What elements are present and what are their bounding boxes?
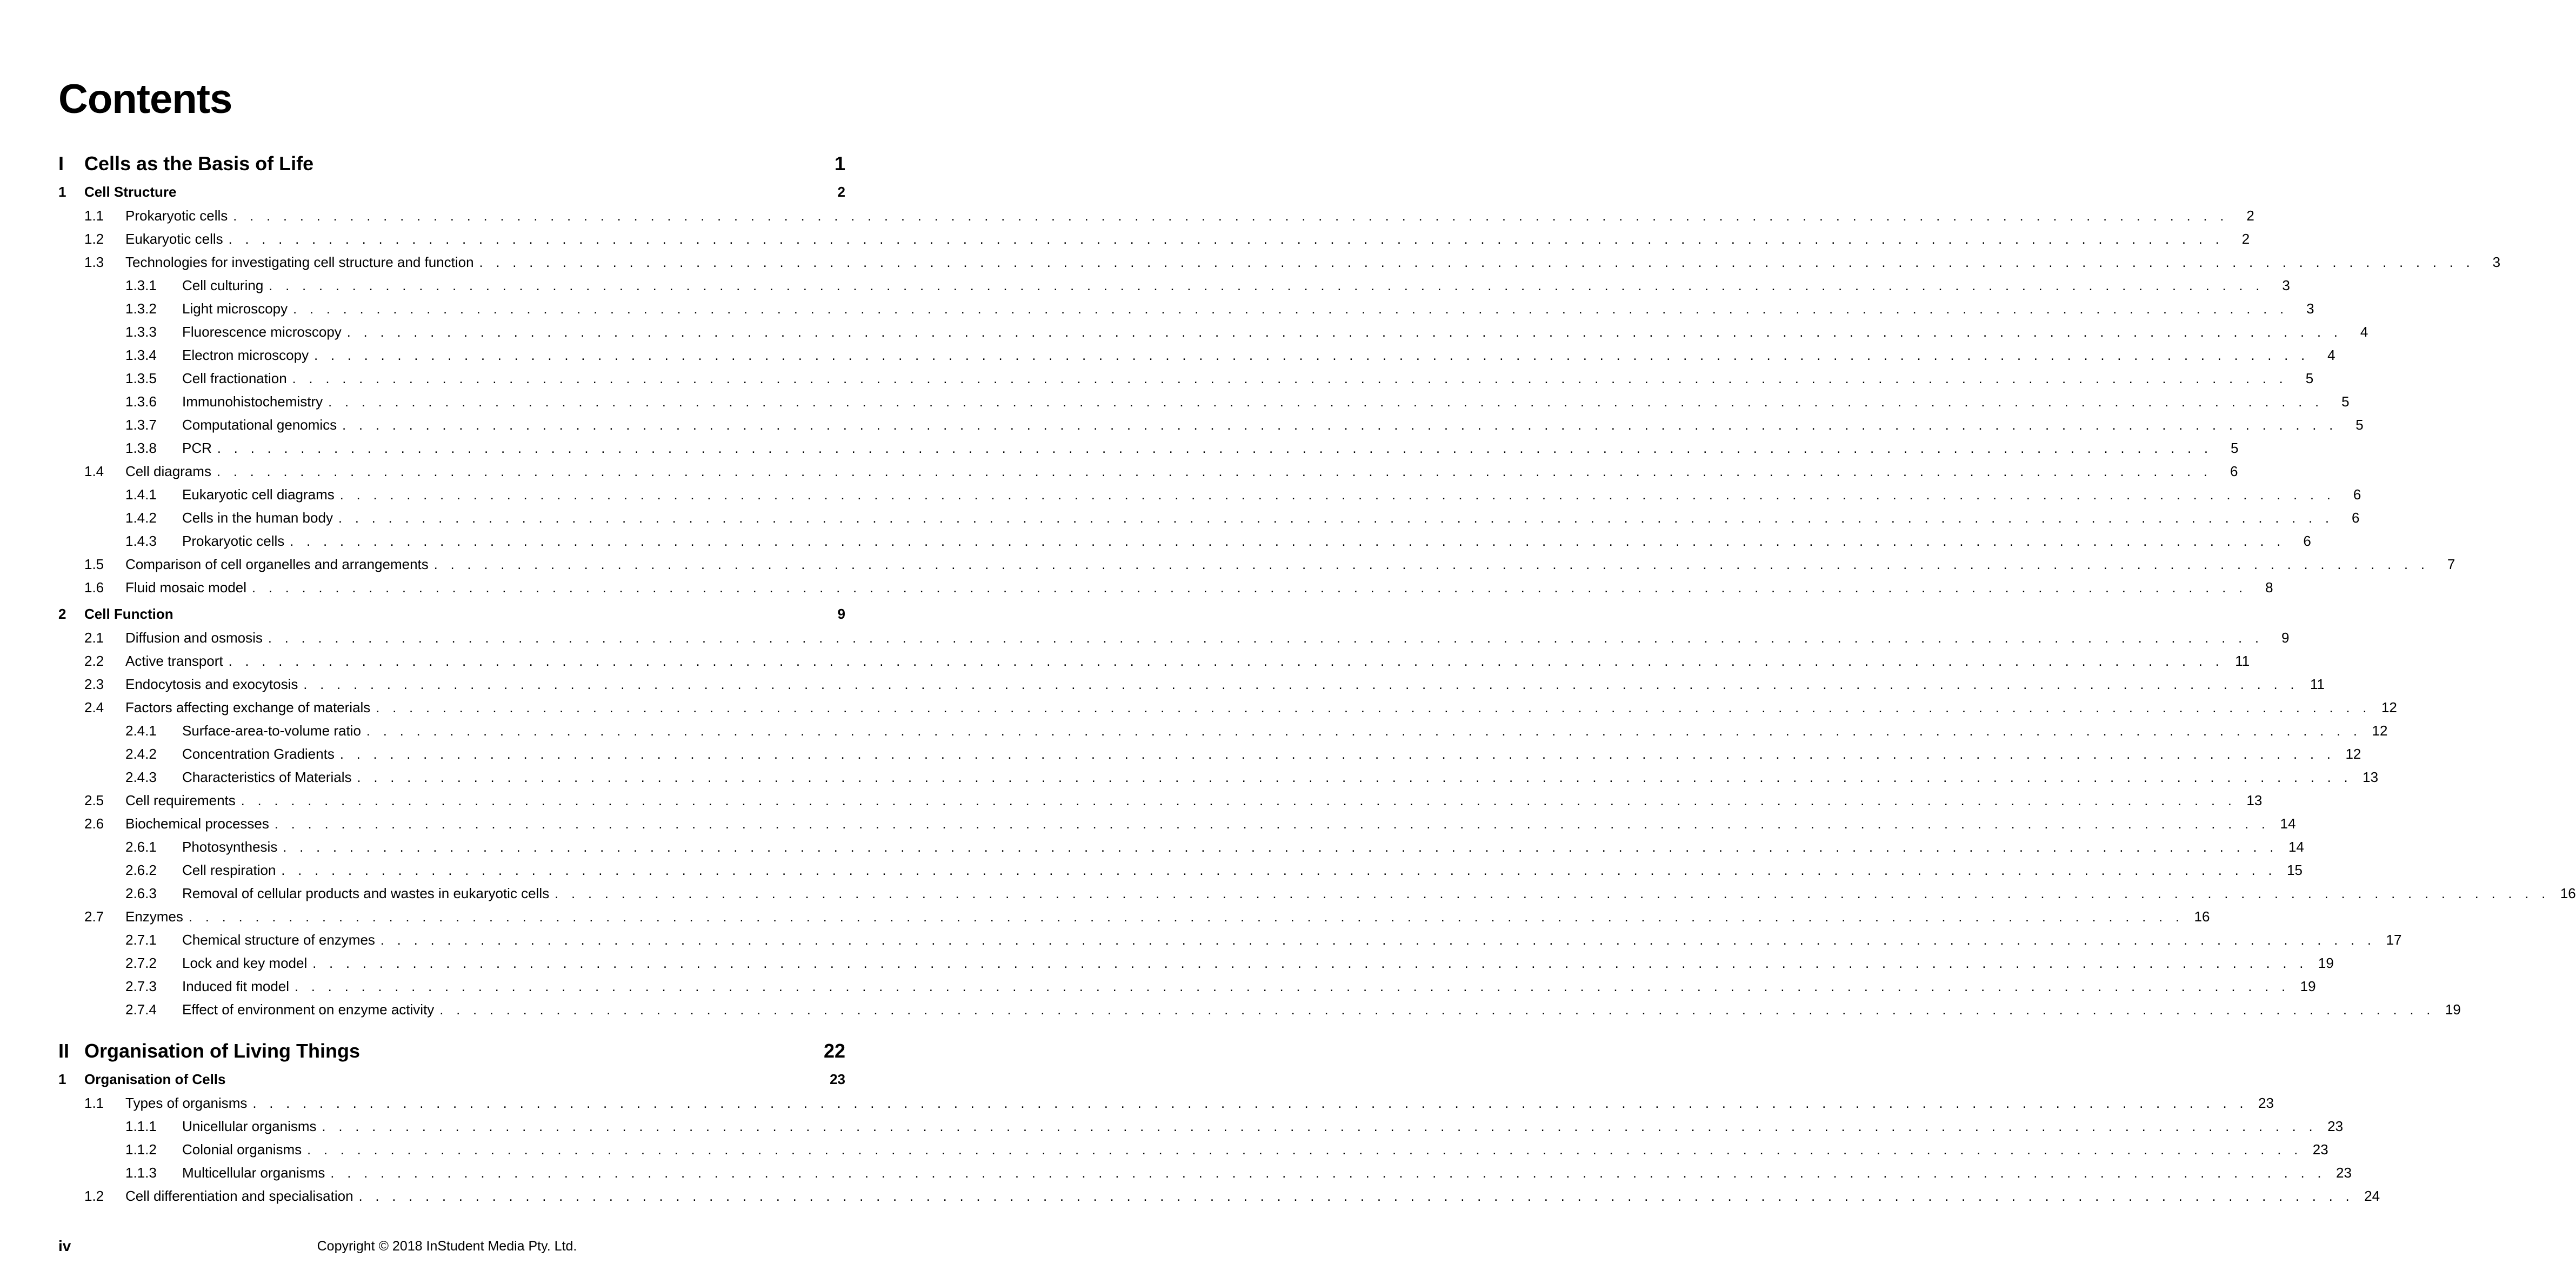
toc-subsection-row[interactable] <box>58 370 2314 393</box>
entry-number: 1.3.5 <box>125 370 157 386</box>
entry-page: 16 <box>2560 885 2576 901</box>
entry-title: Eukaryotic cells <box>125 231 223 247</box>
entry-page: 2 <box>2246 208 2254 224</box>
entry-number: 2.6.3 <box>125 885 157 901</box>
dot-leader: . . . . . . . . . . . . . . . . . . . . . . . . . . . . . . . . . . . . . . . . . . . . . . . . . . . . . . . . . . . . . . . . . . . . . . . . . . . . . . . . . . . . . . . . . . . . . . . . . . . . . . . . . . . . . . . . . . . . . . . . <box>322 1119 2318 1134</box>
entry-page: 3 <box>2492 254 2501 270</box>
entry-title: Lock and key model <box>182 955 308 971</box>
entry-title: Effect of environment on enzyme activity <box>182 1001 435 1018</box>
toc-subsection-row[interactable] <box>58 300 2314 324</box>
dot-leader: . . . . . . . . . . . . . . . . . . . . . . . . . . . . . . . . . . . . . . . . . . . . . . . . . . . . . . . . . . . . . . . . . . . . . . . . . . . . . . . . . . . . . . . . . . . . . . . . . . . . . . . . . . . . . . . . . . . . . . . . <box>268 631 2264 646</box>
entry-page: 4 <box>2360 324 2368 340</box>
toc-subsection-row[interactable] <box>58 324 2368 347</box>
toc-section-row[interactable] <box>58 556 2455 579</box>
entry-title: Factors affecting exchange of materials <box>125 699 371 715</box>
entry-number: 2.4.3 <box>125 769 157 785</box>
entry-page: 4 <box>2327 347 2335 363</box>
toc-subsection-row[interactable] <box>58 723 2388 746</box>
toc-section-row[interactable] <box>58 699 2397 723</box>
toc-section-row[interactable] <box>58 1188 2380 1211</box>
entry-number: 1.3.3 <box>125 324 157 340</box>
dot-leader: . . . . . . . . . . . . . . . . . . . . . . . . . . . . . . . . . . . . . . . . . . . . . . . . . . . . . . . . . . . . . . . . . . . . . . . . . . . . . . . . . . . . . . . . . . . . . . . . . . . . . . . . . . . . . . . . . . . . . . . . <box>293 302 2288 317</box>
entry-page: 7 <box>2447 556 2455 572</box>
entry-number: 2.7.3 <box>125 978 157 994</box>
copyright-notice: Copyright © 2018 InStudent Media Pty. Ltd. <box>317 1239 577 1254</box>
toc-section-row[interactable] <box>58 630 2290 653</box>
toc-section-row[interactable] <box>58 463 2238 486</box>
toc-section-row[interactable] <box>58 653 2250 676</box>
toc-subsection-row[interactable] <box>58 510 2360 533</box>
entry-page: 19 <box>2300 978 2316 994</box>
toc-section-row[interactable] <box>58 1095 2274 1118</box>
dot-leader: . . . . . . . . . . . . . . . . . . . . . . . . . . . . . . . . . . . . . . . . . . . . . . . . . . . . . . . . . . . . . . . . . . . . . . . . . . . . . . . . . . . . . . . . . . . . . . . . . . . . . . . . . . . . . . . . . . . . . . . . <box>314 348 2310 363</box>
toc-subsection-row[interactable] <box>58 769 2379 792</box>
toc-subsection-row[interactable] <box>58 862 2303 885</box>
dot-leader: . . . . . . . . . . . . . . . . . . . . . . . . . . . . . . . . . . . . . . . . . . . . . . . . . . . . . . . . . . . . . . . . . . . . . . . . . . . . . . . . . . . . . . . . . . . . . . . . . . . . . . . . . . . . . . . . . . . . . . . . <box>290 534 2285 549</box>
dot-leader: . . . . . . . . . . . . . . . . . . . . . . . . . . . . . . . . . . . . . . . . . . . . . . . . . . . . . . . . . . . . . . . . . . . . . . . . . . . . . . . . . . . . . . . . . . . . . . . . . . . . . . . . . . . . . . . . . . . . . . . . <box>358 1189 2354 1204</box>
entry-title: Prokaryotic cells <box>125 208 228 224</box>
entry-number: 1.1 <box>84 1095 104 1111</box>
part-number: I <box>58 152 64 175</box>
entry-page: 23 <box>2327 1118 2344 1134</box>
chapter-page: 2 <box>837 184 845 200</box>
entry-number: 2.4.2 <box>125 746 157 762</box>
entry-page: 14 <box>2280 815 2296 832</box>
dot-leader: . . . . . . . . . . . . . . . . . . . . . . . . . . . . . . . . . . . . . . . . . . . . . . . . . . . . . . . . . . . . . . . . . . . . . . . . . . . . . . . . . . . . . . . . . . . . . . . . . . . . . . . . . . . . . . . . . . . . . . . . <box>357 770 2353 785</box>
entry-page: 5 <box>2230 440 2239 456</box>
dot-leader: . . . . . . . . . . . . . . . . . . . . . . . . . . . . . . . . . . . . . . . . . . . . . . . . . . . . . . . . . . . . . . . . . . . . . . . . . . . . . . . . . . . . . . . . . . . . . . . . . . . . . . . . . . . . . . . . . . . . . . . . <box>338 511 2334 526</box>
dot-leader: . . . . . . . . . . . . . . . . . . . . . . . . . . . . . . . . . . . . . . . . . . . . . . . . . . . . . . . . . . . . . . . . . . . . . . . . . . . . . . . . . . . . . . . . . . . . . . . . . . . . . . . . . . . . . . . . . . . . . . . . <box>366 724 2362 739</box>
entry-page: 6 <box>2352 510 2360 526</box>
entry-number: 1.3.4 <box>125 347 157 363</box>
entry-title: Prokaryotic cells <box>182 533 285 549</box>
entry-page: 3 <box>2282 277 2290 293</box>
dot-leader: . . . . . . . . . . . . . . . . . . . . . . . . . . . . . . . . . . . . . . . . . . . . . . . . . . . . . . . . . . . . . . . . . . . . . . . . . . . . . . . . . . . . . . . . . . . . . . . . . . . . . . . . . . . . . . . . . . . . . . . . <box>339 747 2335 762</box>
toc-part-row[interactable] <box>58 152 845 184</box>
dot-leader: . . . . . . . . . . . . . . . . . . . . . . . . . . . . . . . . . . . . . . . . . . . . . . . . . . . . . . . . . . . . . . . . . . . . . . . . . . . . . . . . . . . . . . . . . . . . . . . . . . . . . . . . . . . . . . . . . . . . . . . . <box>269 278 2264 293</box>
entry-number: 1.3.2 <box>125 300 157 317</box>
dot-leader: . . . . . . . . . . . . . . . . . . . . . . . . . . . . . . . . . . . . . . . . . . . . . . . . . . . . . . . . . . . . . . . . . . . . . . . . . . . . . . . . . . . . . . . . . . . . . . . . . . . . . . . . . . . . . . . . . . . . . . . . <box>303 677 2299 692</box>
page-title: Contents <box>58 76 232 122</box>
entry-page: 5 <box>2355 417 2364 433</box>
entry-title: Eukaryotic cell diagrams <box>182 486 335 503</box>
dot-leader: . . . . . . . . . . . . . . . . . . . . . . . . . . . . . . . . . . . . . . . . . . . . . . . . . . . . . . . . . . . . . . . . . . . . . . . . . . . . . . . . . . . . . . . . . . . . . . . . . . . . . . . . . . . . . . . . . . . . . . . . <box>252 1096 2248 1111</box>
entry-title: Photosynthesis <box>182 839 278 855</box>
toc-chapter-row[interactable] <box>58 606 845 630</box>
dot-leader: . . . . . . . . . . . . . . . . . . . . . . . . . . . . . . . . . . . . . . . . . . . . . . . . . . . . . . . . . . . . . . . . . . . . . . . . . . . . . . . . . . . . . . . . . . . . . . . . . . . . . . . . . . . . . . . . . . . . . . . . <box>376 700 2371 715</box>
toc-section-row[interactable] <box>58 231 2250 254</box>
toc-subsection-row[interactable] <box>58 955 2334 978</box>
entry-number: 1.3.1 <box>125 277 157 293</box>
entry-title: Cell differentiation and specialisation <box>125 1188 353 1204</box>
entry-title: Light microscopy <box>182 300 288 317</box>
toc-section-row[interactable] <box>58 815 2296 839</box>
dot-leader: . . . . . . . . . . . . . . . . . . . . . . . . . . . . . . . . . . . . . . . . . . . . . . . . . . . . . . . . . . . . . . . . . . . . . . . . . . . . . . . . . . . . . . . . . . . . . . . . . . . . . . . . . . . . . . . . . . . . . . . . <box>216 464 2212 479</box>
dot-leader: . . . . . . . . . . . . . . . . . . . . . . . . . . . . . . . . . . . . . . . . . . . . . . . . . . . . . . . . . . . . . . . . . . . . . . . . . . . . . . . . . . . . . . . . . . . . . . . . . . . . . . . . . . . . . . . . . . . . . . . . <box>188 909 2184 925</box>
entry-number: 2.2 <box>84 653 104 669</box>
entry-page: 12 <box>2381 699 2397 715</box>
entry-number: 1.1.1 <box>125 1118 157 1134</box>
entry-page: 17 <box>2386 932 2402 948</box>
entry-page: 23 <box>2312 1141 2328 1158</box>
toc-subsection-row[interactable] <box>58 277 2290 300</box>
entry-page: 5 <box>2305 370 2314 386</box>
chapter-number: 1 <box>58 1071 66 1087</box>
entry-number: 2.5 <box>84 792 104 808</box>
entry-page: 19 <box>2445 1001 2461 1018</box>
entry-number: 2.7.4 <box>125 1001 157 1018</box>
entry-number: 1.6 <box>84 579 104 596</box>
page-number: iv <box>58 1238 71 1254</box>
entry-title: Comparison of cell organelles and arrangements <box>125 556 429 572</box>
toc-subsection-row[interactable] <box>58 1141 2328 1165</box>
toc-chapter-row[interactable] <box>58 1071 845 1095</box>
entry-title: Enzymes <box>125 908 183 925</box>
toc-subsection-row[interactable] <box>58 440 2239 463</box>
toc-subsection-row[interactable] <box>58 1165 2352 1188</box>
dot-leader: . . . . . . . . . . . . . . . . . . . . . . . . . . . . . . . . . . . . . . . . . . . . . . . . . . . . . . . . . . . . . . . . . . . . . . . . . . . . . . . . . . . . . . . . . . . . . . . . . . . . . . . . . . . . . . . . . . . . . . . . <box>307 1142 2303 1158</box>
entry-page: 23 <box>2336 1165 2352 1181</box>
entry-number: 1.1.2 <box>125 1141 157 1158</box>
dot-leader: . . . . . . . . . . . . . . . . . . . . . . . . . . . . . . . . . . . . . . . . . . . . . . . . . . . . . . . . . . . . . . . . . . . . . . . . . . . . . . . . . . . . . . . . . . . . . . . . . . . . . . . . . . . . . . . . . . . . . . . . <box>217 441 2213 456</box>
entry-number: 1.4.2 <box>125 510 157 526</box>
entry-number: 1.2 <box>84 231 104 247</box>
dot-leader: . . . . . . . . . . . . . . . . . . . . . . . . . . . . . . . . . . . . . . . . . . . . . . . . . . . . . . . . . . . . . . . . . . . . . . . . . . . . . . . . . . . . . . . . . . . . . . . . . . . . . . . . . . . . . . . . . . . . . . . . <box>339 487 2335 503</box>
entry-page: 11 <box>2310 676 2325 692</box>
entry-number: 1.3.8 <box>125 440 157 456</box>
dot-leader: . . . . . . . . . . . . . . . . . . . . . . . . . . . . . . . . . . . . . . . . . . . . . . . . . . . . . . . . . . . . . . . . . . . . . . . . . . . . . . . . . . . . . . . . . . . . . . . . . . . . . . . . . . . . . . . . . . . . . . . . <box>439 1002 2435 1018</box>
dot-leader: . . . . . . . . . . . . . . . . . . . . . . . . . . . . . . . . . . . . . . . . . . . . . . . . . . . . . . . . . . . . . . . . . . . . . . . . . . . . . . . . . . . . . . . . . . . . . . . . . . . . . . . . . . . . . . . . . . . . . . . . <box>292 371 2288 386</box>
entry-title: Cell fractionation <box>182 370 287 386</box>
entry-page: 15 <box>2287 862 2303 878</box>
toc-subsection-row[interactable] <box>58 486 2361 510</box>
entry-title: Cells in the human body <box>182 510 333 526</box>
chapter-number: 1 <box>58 184 66 200</box>
entry-page: 3 <box>2306 300 2314 317</box>
toc-subsection-row[interactable] <box>58 1001 2461 1025</box>
toc-subsection-row[interactable] <box>58 885 2576 908</box>
dot-leader: . . . . . . . . . . . . . . . . . . . . . . . . . . . . . . . . . . . . . . . . . . . . . . . . . . . . . . . . . . . . . . . . . . . . . . . . . . . . . . . . . . . . . . . . . . . . . . . . . . . . . . . . . . . . . . . . . . . . . . . . <box>380 933 2376 948</box>
dot-leader: . . . . . . . . . . . . . . . . . . . . . . . . . . . . . . . . . . . . . . . . . . . . . . . . . . . . . . . . . . . . . . . . . . . . . . . . . . . . . . . . . . . . . . . . . . . . . . . . . . . . . . . . . . . . . . . . . . . . . . . . <box>555 886 2550 901</box>
entry-number: 1.3.6 <box>125 393 157 410</box>
entry-number: 2.4 <box>84 699 104 715</box>
toc-subsection-row[interactable] <box>58 978 2316 1001</box>
entry-title: PCR <box>182 440 212 456</box>
dot-leader: . . . . . . . . . . . . . . . . . . . . . . . . . . . . . . . . . . . . . . . . . . . . . . . . . . . . . . . . . . . . . . . . . . . . . . . . . . . . . . . . . . . . . . . . . . . . . . . . . . . . . . . . . . . . . . . . . . . . . . . . <box>342 418 2338 433</box>
dot-leader: . . . . . . . . . . . . . . . . . . . . . . . . . . . . . . . . . . . . . . . . . . . . . . . . . . . . . . . . . . . . . . . . . . . . . . . . . . . . . . . . . . . . . . . . . . . . . . . . . . . . . . . . . . . . . . . . . . . . . . . . <box>228 654 2224 669</box>
entry-title: Biochemical processes <box>125 815 269 832</box>
entry-page: 13 <box>2246 792 2263 808</box>
entry-page: 24 <box>2364 1188 2380 1204</box>
dot-leader: . . . . . . . . . . . . . . . . . . . . . . . . . . . . . . . . . . . . . . . . . . . . . . . . . . . . . . . . . . . . . . . . . . . . . . . . . . . . . . . . . . . . . . . . . . . . . . . . . . . . . . . . . . . . . . . . . . . . . . . . <box>241 793 2237 808</box>
toc-part-row[interactable] <box>58 1040 845 1071</box>
toc-subsection-row[interactable] <box>58 533 2311 556</box>
entry-page: 8 <box>2265 579 2273 596</box>
entry-number: 1.3.7 <box>125 417 157 433</box>
entry-number: 2.7 <box>84 908 104 925</box>
toc-subsection-row[interactable] <box>58 932 2402 955</box>
toc-section-row[interactable] <box>58 908 2210 932</box>
entry-page: 12 <box>2345 746 2361 762</box>
part-page: 1 <box>834 152 845 175</box>
toc-subsection-row[interactable] <box>58 393 2350 417</box>
entry-title: Active transport <box>125 653 223 669</box>
toc-subsection-row[interactable] <box>58 1118 2344 1141</box>
entry-number: 2.3 <box>84 676 104 692</box>
chapter-number: 2 <box>58 606 66 622</box>
dot-leader: . . . . . . . . . . . . . . . . . . . . . . . . . . . . . . . . . . . . . . . . . . . . . . . . . . . . . . . . . . . . . . . . . . . . . . . . . . . . . . . . . . . . . . . . . . . . . . . . . . . . . . . . . . . . . . . . . . . . . . . . <box>295 979 2290 994</box>
entry-page: 12 <box>2372 723 2388 739</box>
entry-title: Cell diagrams <box>125 463 211 479</box>
entry-title: Endocytosis and exocytosis <box>125 676 298 692</box>
dot-leader: . . . . . . . . . . . . . . . . . . . . . . . . . . . . . . . . . . . . . . . . . . . . . . . . . . . . . . . . . . . . . . . . . . . . . . . . . . . . . . . . . . . . . . . . . . . . . . . . . . . . . . . . . . . . . . . . . . . . . . . . <box>346 325 2343 340</box>
entry-title: Fluid mosaic model <box>125 579 246 596</box>
entry-title: Electron microscopy <box>182 347 309 363</box>
chapter-title: Organisation of Cells <box>84 1071 226 1087</box>
entry-number: 1.3 <box>84 254 104 270</box>
entry-title: Cell requirements <box>125 792 236 808</box>
toc-section-row[interactable] <box>58 792 2263 815</box>
dot-leader: . . . . . . . . . . . . . . . . . . . . . . . . . . . . . . . . . . . . . . . . . . . . . . . . . . . . . . . . . . . . . . . . . . . . . . . . . . . . . . . . . . . . . . . . . . . . . . . . . . . . . . . . . . . . . . . . . . . . . . . . <box>283 840 2278 855</box>
entry-number: 2.7.2 <box>125 955 157 971</box>
entry-title: Fluorescence microscopy <box>182 324 342 340</box>
entry-number: 2.6.1 <box>125 839 157 855</box>
entry-page: 14 <box>2288 839 2304 855</box>
entry-title: Characteristics of Materials <box>182 769 352 785</box>
part-number: II <box>58 1040 70 1062</box>
entry-page: 23 <box>2258 1095 2274 1111</box>
table-of-contents <box>58 152 2576 1211</box>
entry-title: Cell respiration <box>182 862 276 878</box>
chapter-page: 9 <box>837 606 845 622</box>
entry-number: 2.6 <box>84 815 104 832</box>
entry-title: Concentration Gradients <box>182 746 335 762</box>
entry-title: Diffusion and osmosis <box>125 630 263 646</box>
entry-number: 1.5 <box>84 556 104 572</box>
entry-page: 16 <box>2194 908 2210 925</box>
toc-section-row[interactable] <box>58 208 2254 231</box>
chapter-title: Cell Structure <box>84 184 177 200</box>
part-title: Organisation of Living Things <box>84 1040 360 1062</box>
entry-number: 1.2 <box>84 1188 104 1204</box>
entry-title: Induced fit model <box>182 978 290 994</box>
entry-page: 6 <box>2230 463 2238 479</box>
entry-page: 6 <box>2303 533 2311 549</box>
entry-title: Multicellular organisms <box>182 1165 325 1181</box>
toc-subsection-row[interactable] <box>58 839 2304 862</box>
entry-number: 1.4 <box>84 463 104 479</box>
entry-number: 2.7.1 <box>125 932 157 948</box>
entry-number: 2.4.1 <box>125 723 157 739</box>
entry-title: Chemical structure of enzymes <box>182 932 375 948</box>
entry-title: Technologies for investigating cell structure and function <box>125 254 474 270</box>
toc-subsection-row[interactable] <box>58 746 2361 769</box>
entry-page: 13 <box>2363 769 2379 785</box>
entry-page: 2 <box>2241 231 2250 247</box>
entry-title: Surface-area-to-volume ratio <box>182 723 361 739</box>
entry-title: Colonial organisms <box>182 1141 302 1158</box>
dot-leader: . . . . . . . . . . . . . . . . . . . . . . . . . . . . . . . . . . . . . . . . . . . . . . . . . . . . . . . . . . . . . . . . . . . . . . . . . . . . . . . . . . . . . . . . . . . . . . . . . . . . . . . . . . . . . . . . . . . . . . . . <box>233 209 2228 224</box>
dot-leader: . . . . . . . . . . . . . . . . . . . . . . . . . . . . . . . . . . . . . . . . . . . . . . . . . . . . . . . . . . . . . . . . . . . . . . . . . . . . . . . . . . . . . . . . . . . . . . . . . . . . . . . . . . . . . . . . . . . . . . . . <box>274 817 2270 832</box>
entry-page: 19 <box>2318 955 2334 971</box>
part-title: Cells as the Basis of Life <box>84 152 314 175</box>
entry-page: 6 <box>2353 486 2361 503</box>
entry-title: Cell culturing <box>182 277 264 293</box>
entry-number: 1.4.3 <box>125 533 157 549</box>
entry-number: 2.6.2 <box>125 862 157 878</box>
entry-number: 2.1 <box>84 630 104 646</box>
entry-number: 1.1 <box>84 208 104 224</box>
dot-leader: . . . . . . . . . . . . . . . . . . . . . . . . . . . . . . . . . . . . . . . . . . . . . . . . . . . . . . . . . . . . . . . . . . . . . . . . . . . . . . . . . . . . . . . . . . . . . . . . . . . . . . . . . . . . . . . . . . . . . . . . <box>330 1166 2326 1181</box>
toc-section-row[interactable] <box>58 579 2273 603</box>
chapter-page: 23 <box>830 1071 845 1087</box>
toc-section-row[interactable] <box>58 254 2501 277</box>
dot-leader: . . . . . . . . . . . . . . . . . . . . . . . . . . . . . . . . . . . . . . . . . . . . . . . . . . . . . . . . . . . . . . . . . . . . . . . . . . . . . . . . . . . . . . . . . . . . . . . . . . . . . . . . . . . . . . . . . . . . . . . . <box>328 394 2324 410</box>
dot-leader: . . . . . . . . . . . . . . . . . . . . . . . . . . . . . . . . . . . . . . . . . . . . . . . . . . . . . . . . . . . . . . . . . . . . . . . . . . . . . . . . . . . . . . . . . . . . . . . . . . . . . . . . . . . . . . . . . . . . . . . . <box>251 580 2247 596</box>
entry-title: Immunohistochemistry <box>182 393 323 410</box>
entry-title: Types of organisms <box>125 1095 248 1111</box>
dot-leader: . . . . . . . . . . . . . . . . . . . . . . . . . . . . . . . . . . . . . . . . . . . . . . . . . . . . . . . . . . . . . . . . . . . . . . . . . . . . . . . . . . . . . . . . . . . . . . . . . . . . . . . . . . . . . . . . . . . . . . . . <box>228 232 2224 247</box>
entry-page: 9 <box>2281 630 2290 646</box>
part-page: 22 <box>823 1040 845 1062</box>
dot-leader: . . . . . . . . . . . . . . . . . . . . . . . . . . . . . . . . . . . . . . . . . . . . . . . . . . . . . . . . . . . . . . . . . . . . . . . . . . . . . . . . . . . . . . . . . . . . . . . . . . . . . . . . . . . . . . . . . . . . . . . . <box>312 956 2308 971</box>
entry-title: Unicellular organisms <box>182 1118 317 1134</box>
entry-number: 1.1.3 <box>125 1165 157 1181</box>
dot-leader: . . . . . . . . . . . . . . . . . . . . . . . . . . . . . . . . . . . . . . . . . . . . . . . . . . . . . . . . . . . . . . . . . . . . . . . . . . . . . . . . . . . . . . . . . . . . . . . . . . . . . . . . . . . . . . . . . . . . . . . . <box>281 863 2277 878</box>
entry-page: 11 <box>2235 653 2250 669</box>
entry-page: 5 <box>2341 393 2350 410</box>
entry-title: Removal of cellular products and wastes in eukaryotic cells <box>182 885 550 901</box>
entry-title: Computational genomics <box>182 417 337 433</box>
chapter-title: Cell Function <box>84 606 173 622</box>
toc-section-row[interactable] <box>58 676 2325 699</box>
toc-subsection-row[interactable] <box>58 417 2364 440</box>
dot-leader: . . . . . . . . . . . . . . . . . . . . . . . . . . . . . . . . . . . . . . . . . . . . . . . . . . . . . . . . . . . . . . . . . . . . . . . . . . . . . . . . . . . . . . . . . . . . . . . . . . . . . . . . . . . . . . . . . . . . . . . . <box>479 255 2475 270</box>
toc-subsection-row[interactable] <box>58 347 2335 370</box>
toc-chapter-row[interactable] <box>58 184 845 208</box>
entry-number: 1.4.1 <box>125 486 157 503</box>
dot-leader: . . . . . . . . . . . . . . . . . . . . . . . . . . . . . . . . . . . . . . . . . . . . . . . . . . . . . . . . . . . . . . . . . . . . . . . . . . . . . . . . . . . . . . . . . . . . . . . . . . . . . . . . . . . . . . . . . . . . . . . . <box>433 557 2430 572</box>
